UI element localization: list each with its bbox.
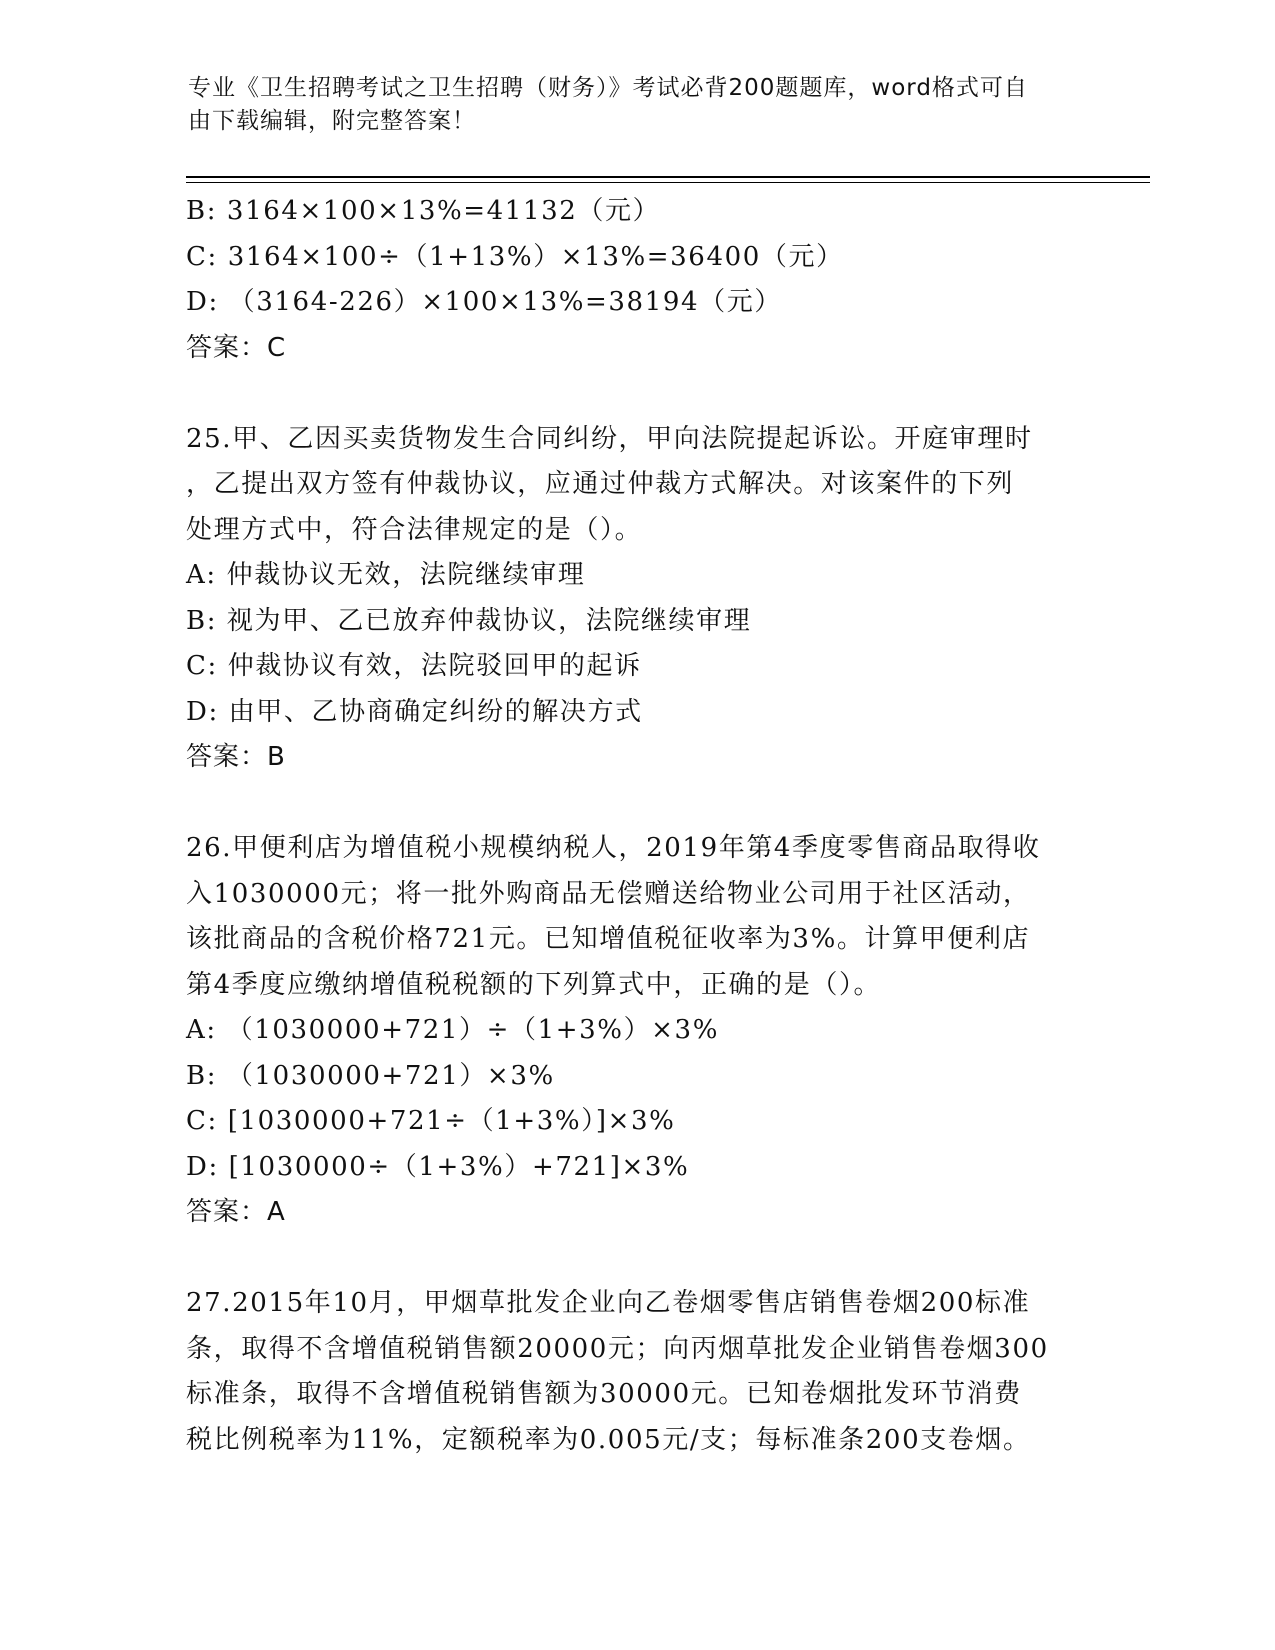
question-stem: 入1030000元；将一批外购商品无偿赠送给物业公司用于社区活动， (186, 878, 1031, 909)
option-d: D: （3164-226）×100×13%=38194（元） (186, 287, 782, 317)
header-line-2: 由下载编辑，附完整答案！ (188, 108, 476, 134)
question-stem: ，乙提出双方签有仲裁协议，应通过仲裁方式解决。对该案件的下列 (186, 469, 1015, 499)
option-b: B: （1030000+721）×3% (186, 1060, 555, 1091)
question-stem: 27.2015年10月，甲烟草批发企业向乙卷烟零售店销售卷烟200标准 (186, 1288, 1031, 1318)
question-stem: 26.甲便利店为增值税小规模纳税人，2019年第4季度零售商品取得收 (186, 833, 1041, 863)
question-25 (186, 417, 1086, 781)
question-stem: 处理方式中，符合法律规定的是（）。 (186, 514, 643, 545)
question-stem: 条，取得不含增值税销售额20000元；向丙烟草批发企业销售卷烟300 (186, 1333, 1049, 1364)
question-stem: 该批商品的含税价格721元。已知增值税征收率为3%。计算甲便利店 (186, 924, 1031, 954)
option-a: A: （1030000+721）÷（1+3%）×3% (186, 1015, 719, 1045)
question-26 (186, 826, 1086, 1236)
question-stem: 标准条，取得不含增值税销售额为30000元。已知卷烟批发环节消费 (186, 1379, 1022, 1409)
question-stem: 25.甲、乙因买卖货物发生合同纠纷，甲向法院提起诉讼。开庭审理时 (186, 423, 1033, 454)
spacer (186, 1236, 1086, 1282)
spacer (186, 781, 1086, 827)
header-divider-thick (186, 176, 1150, 178)
option-b: B: 3164×100×13%=41132（元） (186, 196, 661, 226)
page-header (188, 72, 1068, 138)
header-line-1: 专业《卫生招聘考试之卫生招聘（财务）》考试必背200题题库，word格式可自 (188, 75, 1028, 101)
option-c: C: 仲裁协议有效，法院驳回甲的起诉 (186, 651, 642, 681)
document-body (186, 189, 1086, 1463)
question-stem: 第4季度应缴纳增值税税额的下列算式中，正确的是（）。 (186, 969, 882, 1000)
option-c: C: 3164×100÷（1+13%）×13%=36400（元） (186, 241, 844, 272)
option-b: B: 视为甲、乙已放弃仲裁协议，法院继续审理 (186, 605, 752, 636)
question-24 (186, 189, 1086, 371)
question-stem: 税比例税率为11%，定额税率为0.005元/支；每标准条200支卷烟。 (186, 1424, 1031, 1455)
question-27 (186, 1281, 1086, 1463)
answer: 答案：A (186, 1197, 286, 1227)
option-d: D: [1030000÷（1+3%）+721]×3% (186, 1151, 690, 1182)
option-a: A: 仲裁协议无效，法院继续审理 (186, 560, 586, 590)
answer: 答案：B (186, 742, 286, 772)
answer: 答案：C (186, 332, 287, 363)
option-d: D: 由甲、乙协商确定纠纷的解决方式 (186, 696, 643, 727)
spacer (186, 371, 1086, 417)
option-c: C: [1030000+721÷（1+3%）]×3% (186, 1106, 676, 1136)
header-divider-thin (186, 182, 1150, 183)
